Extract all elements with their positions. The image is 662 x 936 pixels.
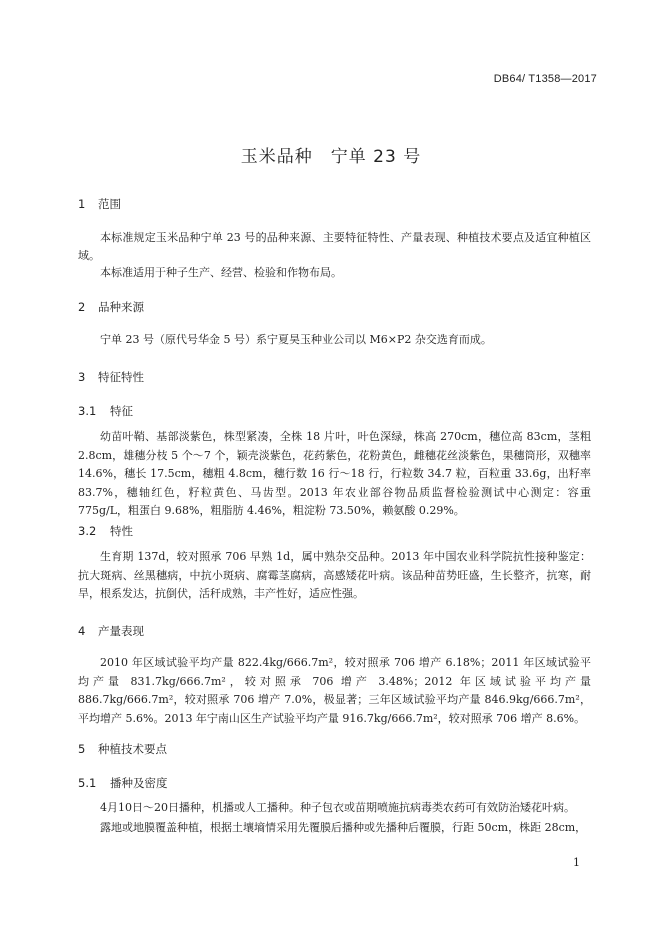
section-number: 1: [78, 197, 86, 211]
section-1-paragraph-2: 本标准适用于种子生产、经营、检验和作物布局。: [100, 266, 342, 279]
section-number: 3.1: [78, 404, 97, 418]
section-number: 4: [78, 624, 86, 638]
section-2-paragraph-1: 宁单 23 号（原代号华金 5 号）系宁夏昊玉种业公司以 M6×P2 杂交选育而成。: [100, 333, 492, 346]
section-number: 3: [78, 370, 86, 384]
section-number: 5: [78, 742, 86, 756]
section-title: 种植技术要点: [98, 742, 167, 756]
section-title: 产量表现: [98, 624, 144, 638]
section-number: 5.1: [78, 776, 97, 790]
section-1-paragraph-1: 本标准规定玉米品种宁单 23 号的品种来源、主要特征特性、产量表现、种植技术要点及适宜种植区域。: [78, 231, 591, 262]
section-3-2-heading: [78, 523, 133, 539]
section-3-heading: [78, 369, 144, 385]
section-title: 特征: [110, 404, 133, 418]
page-title: 玉米品种 宁单 23 号: [240, 147, 422, 167]
section-5-1-paragraph-1: 4月10日～20日播种，机播或人工播种。种子包衣或苗期喷施抗病毒类农药可有效防治矮花叶病。: [100, 801, 575, 814]
section-title: 品种来源: [98, 300, 144, 314]
section-4-paragraph-1: 2010 年区域试验平均产量 822.4kg/666.7m²，较对照承 706 增产 6.18%；2011 年区域试验平均产量 831.7kg/666.7m²，较对照承 706 增产 3.48%；2012 年区域试验平均产量 886.7kg/666.7m²，较对照承 706 增产 7.0%，极显著；三年区域试验平均产量 846.9kg/666.7m²，平均增产 5.6%。2013 年宁南山区生产试验平均产量 916.7kg/666.7m²，较对照承 706 增产 8.6%。: [78, 656, 591, 725]
section-1-heading: [78, 196, 121, 212]
section-number: 3.2: [78, 524, 97, 538]
section-title: 播种及密度: [110, 776, 168, 790]
section-number: 2: [78, 300, 86, 314]
section-5-heading: [78, 741, 167, 757]
section-3-2-paragraph-1: 生育期 137d，较对照承 706 早熟 1d，属中熟杂交品种。2013 年中国农业科学院抗性接种鉴定：抗大斑病、丝黑穗病，中抗小斑病、腐霉茎腐病，高感矮花叶病。该品种苗势旺盛，生长整齐，抗寒，耐旱，根系发达，抗倒伏，活秆成熟，丰产性好，适应性强。: [78, 550, 591, 600]
section-title: 范围: [98, 197, 121, 211]
section-title: 特性: [110, 524, 133, 538]
section-3-1-heading: [78, 403, 133, 419]
section-2-heading: [78, 299, 144, 315]
page-number: 1: [573, 856, 580, 869]
section-5-1-paragraph-2: 露地或地膜覆盖种植，根据土壤墒情采用先覆膜后播种或先播种后覆膜，行距 50cm，株距 28cm，: [100, 821, 587, 834]
section-4-heading: [78, 623, 144, 639]
standard-code: DB64/ T1358—2017: [493, 73, 597, 85]
section-title: 特征特性: [98, 370, 144, 384]
section-3-1-paragraph-1: 幼苗叶鞘、基部淡紫色，株型紧凑，全株 18 片叶，叶色深绿，株高 270cm，穗位高 83cm，茎粗 2.8cm，雄穗分枝 5 个～7 个，颖壳淡紫色，花药紫色，花粉黄色，雌穗花丝淡紫色，果穗筒形，双穗率 14.6%，穗长 17.5cm，穗粗 4.8cm，穗行数 16 行～18 行，行粒数 34.7 粒，百粒重 33.6g，出籽率 83.7%，穗轴红色，籽粒黄色、马齿型。2013 年农业部谷物品质监督检验测试中心测定：容重 775g/L，粗蛋白 9.68%，粗脂肪 4.46%，粗淀粉 73.50%，赖氨酸 0.29%。: [78, 430, 591, 517]
section-5-1-heading: [78, 775, 168, 791]
